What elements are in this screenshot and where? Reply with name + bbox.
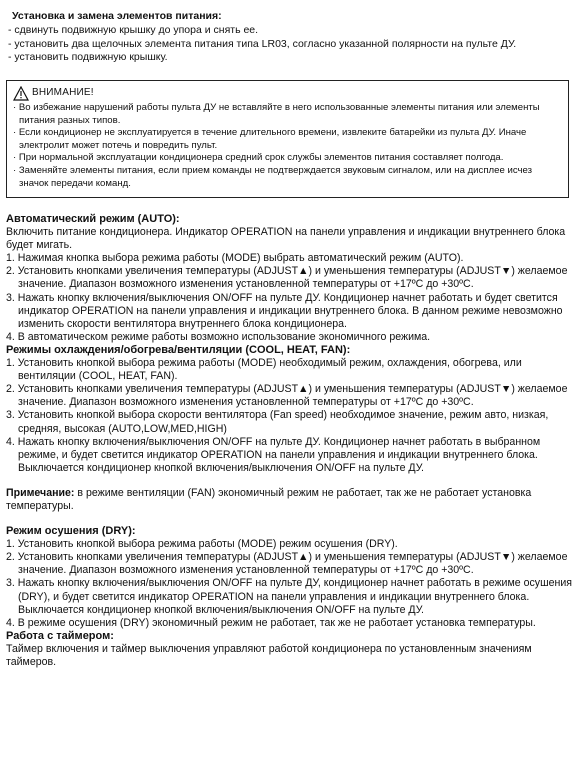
warning-item: · Заменяйте элементы питания, если прием команды не подтверждается звуковым сигналом, или на дисплее исчез значок передачи команд.	[13, 164, 533, 189]
note-label: Примечание:	[6, 486, 75, 499]
cool-step: 3. Установить кнопкой выбора скорости вентилятора (Fan speed) необходимое значение, режим авто, низкая, средняя, высокая (AUTO,LOW,MED,HIGH)	[6, 409, 549, 435]
battery-step: - установить два щелочных элемента питания типа LR03, согласно указанной полярности на пульте ДУ.	[8, 37, 517, 50]
warning-item: · Если кондиционер не эксплуатируется в течение длительного времени, извлеките батарейки из пульта ДУ. Иначе электролит может потечь и повредить пульт.	[13, 127, 527, 151]
battery-steps	[8, 24, 576, 65]
dry-step: 3. Нажать кнопку включения/выключения ON/OFF на пульте ДУ, кондиционер начнет работать в режиме осушения (DRY), и будет светится индикатор OPERATION на панели управления и индикации внутреннего блока. Выключается кондиционер кнопкой включения/выключения ON/OFF на пульте ДУ.	[6, 577, 572, 616]
manual-page	[8, 10, 576, 65]
dry-step: 1. Установить кнопкой выбора режима работы (MODE) режим осушения (DRY).	[6, 538, 398, 551]
timer-text: Таймер включения и таймер выключения управляют работой кондиционера по установленным значениям таймеров.	[6, 642, 532, 668]
cool-step: 2. Установить кнопками увеличения температуры (ADJUST▲) и уменьшения температуры (ADJUST▼) желаемое значение. Диапазон возможного изменения установленной температуры от +17ºC до +30ºC.	[6, 383, 568, 409]
auto-intro: Включить питание кондиционера. Индикатор OPERATION на панели управления и индикации внутреннего блока будет мигать.	[6, 226, 566, 252]
cool-section-title: Режимы охлаждения/обогрева/вентиляции (COOL, HEAT, FAN):	[6, 343, 351, 356]
auto-step: 2. Установить кнопками увеличения температуры (ADJUST▲) и уменьшения температуры (ADJUST▼) желаемое значение. Диапазон возможного изменения установленной температуры от +17ºC до +30ºC.	[6, 265, 568, 291]
auto-section-title: Автоматический режим (AUTO):	[6, 213, 180, 225]
auto-step: 4. В автоматическом режиме работы возможно использование экономичного режима.	[6, 330, 431, 343]
note-paragraph	[6, 487, 572, 513]
warning-item: · При нормальной эксплуатации кондиционера средний срок службы элементов питания составляет полгода.	[13, 152, 504, 164]
cool-step: 4. Нажать кнопку включения/выключения ON/OFF на пульте ДУ. Кондиционер начнет работать в выбранном режиме, и будет светится индикатор OPERATION на панели управления и индикации внутреннего блока. Выключается кондиционер кнопкой включения/выключения ON/OFF на пульте ДУ.	[6, 435, 541, 474]
battery-step: - установить подвижную крышку.	[8, 51, 168, 63]
dry-step: 2. Установить кнопками увеличения температуры (ADJUST▲) и уменьшения температуры (ADJUST▼) желаемое значение. Диапазон возможного изменения установленной температуры от +17ºC до +30ºC.	[6, 551, 568, 577]
modes-content	[6, 213, 572, 669]
warning-title: ВНИМАНИЕ!	[32, 86, 94, 98]
cool-step: 1. Установить кнопкой выбора режима работы (MODE) необходимый режим, охлаждения, обогрева, или вентиляции (COOL, HEAT, FAN).	[6, 357, 522, 383]
dry-step: 4. В режиме осушения (DRY) экономичный режим не работает, так же не работает установка температуры.	[6, 616, 536, 629]
battery-step: - сдвинуть подвижную крышку до упора и снять ее.	[8, 24, 259, 36]
warning-header	[13, 85, 562, 101]
warning-box	[6, 80, 569, 198]
warning-triangle-icon	[13, 86, 29, 101]
spacer	[6, 475, 572, 487]
auto-step: 1. Нажимая кнопка выбора режима работы (MODE) выбрать автоматический режим (AUTO).	[6, 252, 464, 265]
battery-section-title: Установка и замена элементов питания:	[12, 10, 222, 22]
note-text: в режиме вентиляции (FAN) экономичный режим не работает, так же не работает установка температуры.	[6, 486, 532, 512]
warning-item: · Во избежание нарушений работы пульта ДУ не вставляйте в него использованные элементы питания или элементы питания разных типов.	[13, 102, 540, 126]
dry-section-title: Режим осушения (DRY):	[6, 525, 136, 538]
spacer	[6, 513, 572, 525]
auto-step: 3. Нажать кнопку включения/выключения ON/OFF на пульте ДУ. Кондиционер начнет работать и будет светится индикатор OPERATION на панели управления и индикации внутреннего блока. В данном режиме невозможно изменить скорости вентилятора внутреннего блока кондиционера.	[6, 291, 563, 330]
timer-section-title: Работа с таймером:	[6, 629, 114, 642]
